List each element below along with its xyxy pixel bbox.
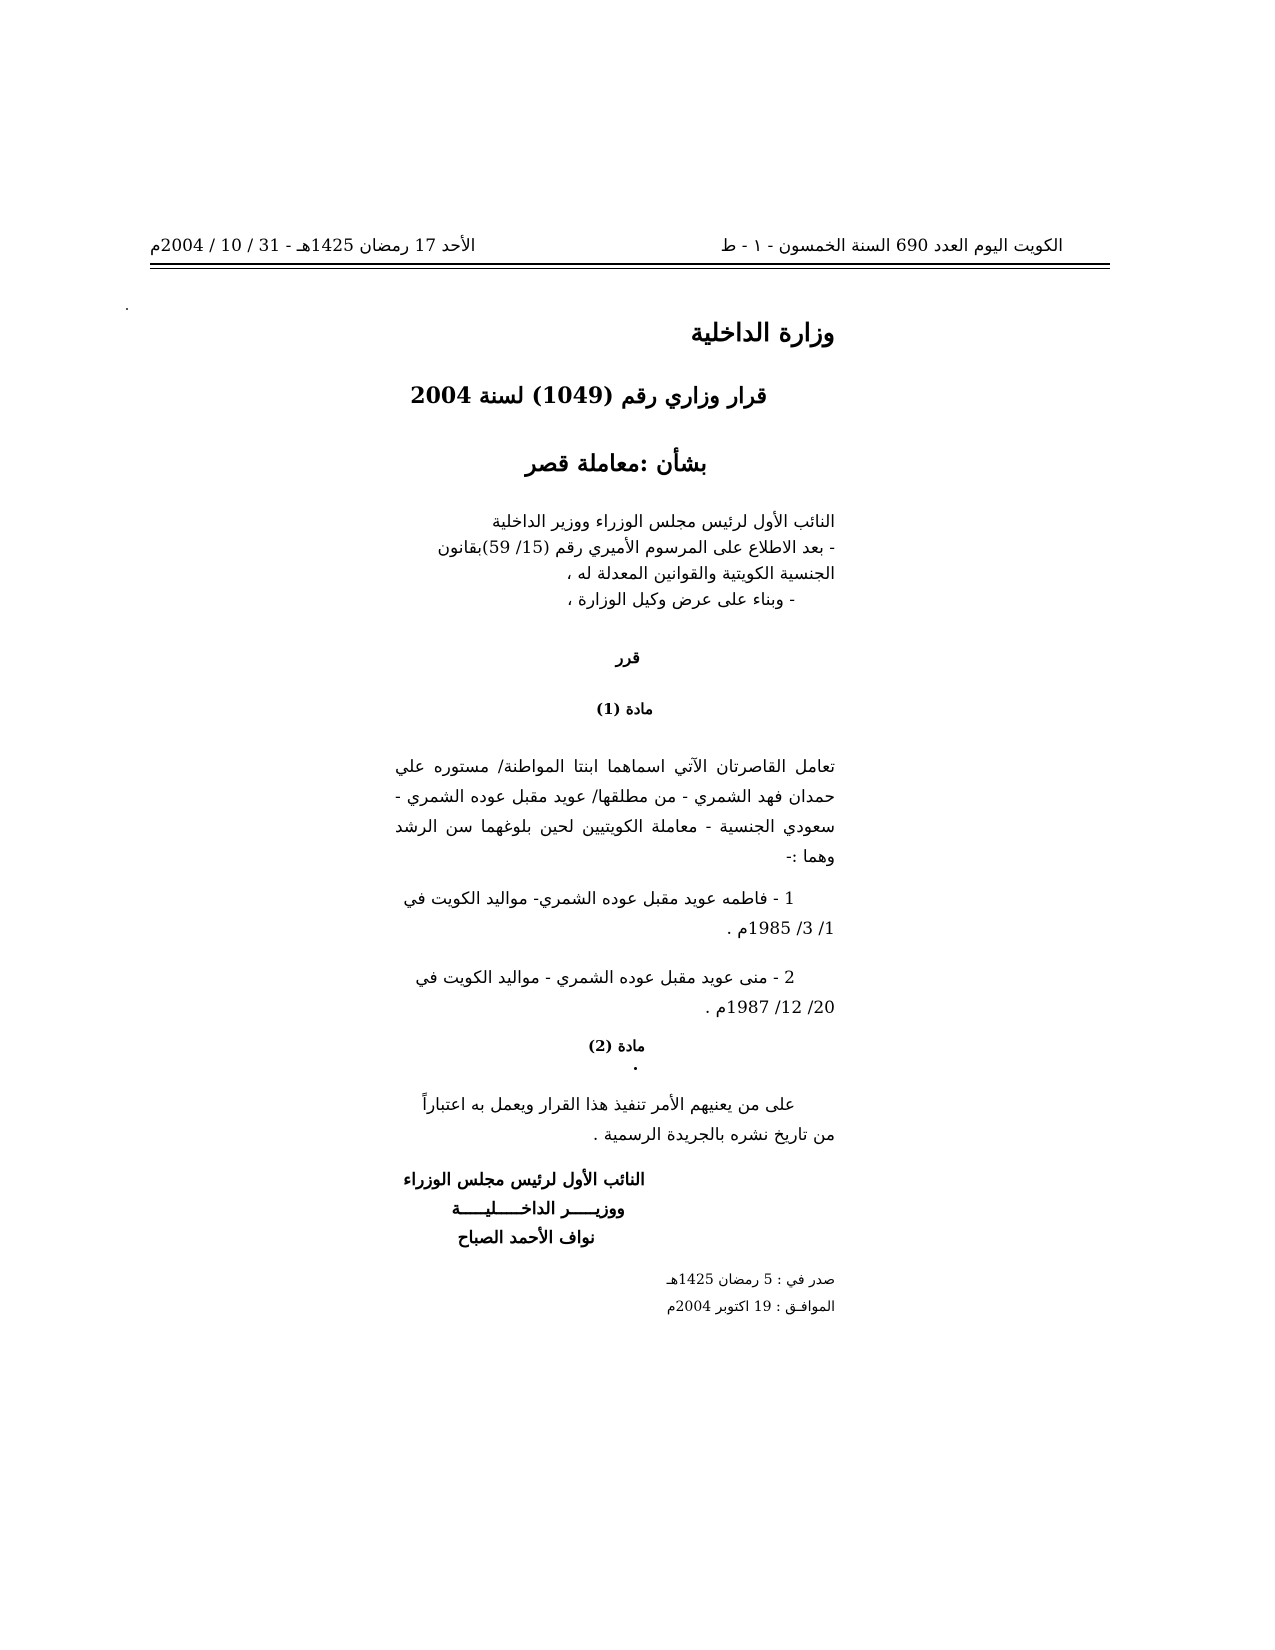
header-date: الأحد 17 رمضان 1425هـ - 31 / 10 / 2004م — [150, 236, 476, 256]
article-1-title: مادة (1) — [595, 700, 653, 718]
item-line: 1 - فاطمه عويد مقبل عوده الشمري- مواليد الكويت في — [403, 889, 795, 909]
ink-dot — [634, 1067, 637, 1070]
preamble-line: الجنسية الكويتية والقوانين المعدلة له ، — [566, 564, 835, 584]
article-2-body: على من يعنيهم الأمر تنفيذ هذا القرار ويعمل به اعتباراً من تاريخ نشره بالجريدة الرسمية . — [422, 1095, 835, 1145]
decree-title: قرار وزاري رقم (1049) لسنة 2004 — [410, 383, 767, 409]
decided-heading: قرر — [615, 648, 640, 667]
article-1-item — [395, 963, 835, 1023]
item-line: 1/ 3/ 1985م . — [726, 919, 835, 939]
issue-date-block — [667, 1267, 835, 1321]
preamble-line: - بعد الاطلاع على المرسوم الأميري رقم (15/ 59)بقانون — [437, 538, 835, 558]
signature-role: ووزيـــــر الداخـــــليـــــة — [451, 1199, 625, 1219]
article-1-item — [395, 884, 835, 944]
issue-date-hijri: صدر في : 5 رمضان 1425هـ — [666, 1272, 835, 1288]
signature-name: نواف الأحمد الصباح — [457, 1228, 595, 1248]
decree-subject: بشأن :معاملة قصر — [525, 450, 707, 477]
header-rule-thick — [150, 263, 1110, 265]
signature-title: النائب الأول لرئيس مجلس الوزراء — [403, 1170, 645, 1190]
header-rule-thin — [150, 268, 1110, 269]
article-2-title: مادة (2) — [587, 1037, 645, 1055]
signature-block — [403, 1166, 645, 1253]
item-line: 20/ 12/ 1987م . — [704, 998, 835, 1018]
scan-speck — [126, 308, 128, 310]
preamble-line: - وبناء على عرض وكيل الوزارة ، — [567, 590, 795, 610]
preamble — [385, 509, 835, 613]
item-line: 2 - منى عويد مقبل عوده الشمري - مواليد الكويت في — [415, 968, 795, 988]
article-1-body: تعامل القاصرتان الآتي اسماهما ابنتا المواطنة/ مستوره علي حمدان فهد الشمري - من مطلقها/ عويد مقبل عوده الشمري - سعودي الجنسية - معاملة الكويتيين لحين بلوغهما سن الرشد وهما :- — [395, 757, 835, 867]
ministry-name: وزارة الداخلية — [690, 318, 835, 347]
header-gazette-info: الكويت اليوم العدد 690 السنة الخمسون - ١ - ط — [720, 236, 1063, 256]
preamble-line: النائب الأول لرئيس مجلس الوزراء ووزير الداخلية — [491, 512, 835, 532]
issue-date-gregorian: الموافـق : 19 اكتوبر 2004م — [666, 1299, 835, 1315]
